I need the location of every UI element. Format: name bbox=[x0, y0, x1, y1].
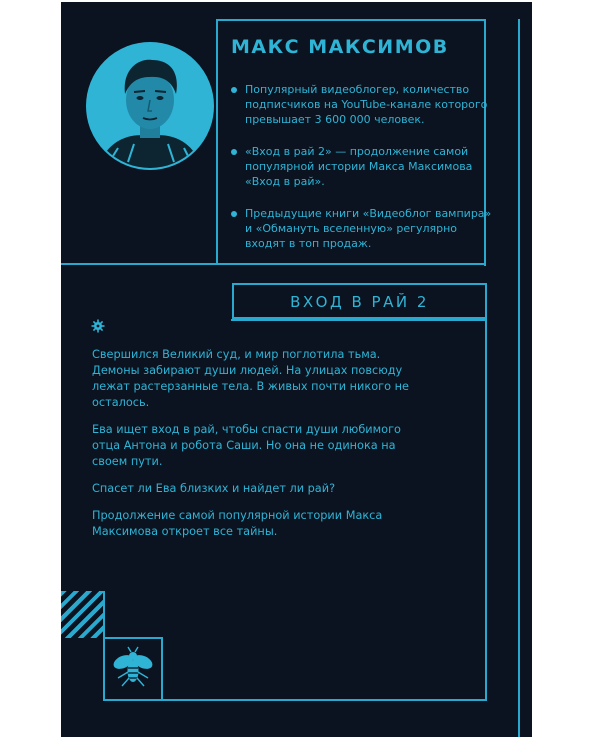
author-fact bbox=[231, 144, 493, 189]
bullet-icon bbox=[231, 149, 237, 155]
frame-line-left-upper bbox=[216, 19, 218, 263]
hatch-decoration bbox=[61, 591, 104, 638]
bullet-icon bbox=[231, 211, 237, 217]
gear-icon-svg bbox=[91, 319, 105, 333]
author-name: МАКС МАКСИМОВ bbox=[231, 36, 449, 58]
synopsis-paragraph: Свершился Великий суд, и мир поглотила тьма. Демоны забирают души людей. На улицах повсюду лежат растерзанные тела. В живых почти никого не осталось. bbox=[92, 348, 409, 409]
author-fact-text: «Вход в рай 2» — продолжение самой популярной истории Макса Максимова «Вход в рай». bbox=[245, 145, 473, 188]
author-fact bbox=[231, 82, 493, 127]
author-fact bbox=[231, 206, 493, 251]
author-portrait-icon bbox=[88, 44, 212, 168]
synopsis-paragraph: Продолжение самой популярной истории Макса Максимова откроет все тайны. bbox=[92, 509, 383, 538]
author-facts-list bbox=[231, 82, 493, 268]
book-title-box bbox=[232, 283, 487, 319]
frame-line-right-lower bbox=[485, 283, 487, 701]
book-title: ВХОД В РАЙ 2 bbox=[290, 293, 429, 311]
publisher-logo-box bbox=[104, 638, 162, 698]
gear-icon bbox=[91, 319, 105, 333]
frame-line-right-outer bbox=[518, 19, 520, 737]
bee-logo-icon bbox=[104, 638, 162, 698]
synopsis-paragraph: Спасет ли Ева близких и найдет ли рай? bbox=[92, 482, 336, 495]
bullet-icon bbox=[231, 87, 237, 93]
author-fact-text: Предыдущие книги «Видеоблог вампира» и «Обмануть вселенную» регулярно входят в топ продаж. bbox=[245, 207, 492, 250]
book-back-cover bbox=[61, 2, 532, 737]
frame-line-top bbox=[216, 19, 484, 21]
frame-line-lower bbox=[231, 319, 487, 321]
author-avatar bbox=[86, 42, 214, 170]
synopsis-paragraph: Ева ищет вход в рай, чтобы спасти души любимого отца Антона и робота Саши. Но она не одинока на своем пути. bbox=[92, 423, 401, 468]
author-fact-text: Популярный видеоблогер, количество подписчиков на YouTube-канале которого превышает 3 600 000 человек. bbox=[245, 83, 488, 126]
book-synopsis bbox=[92, 347, 422, 551]
